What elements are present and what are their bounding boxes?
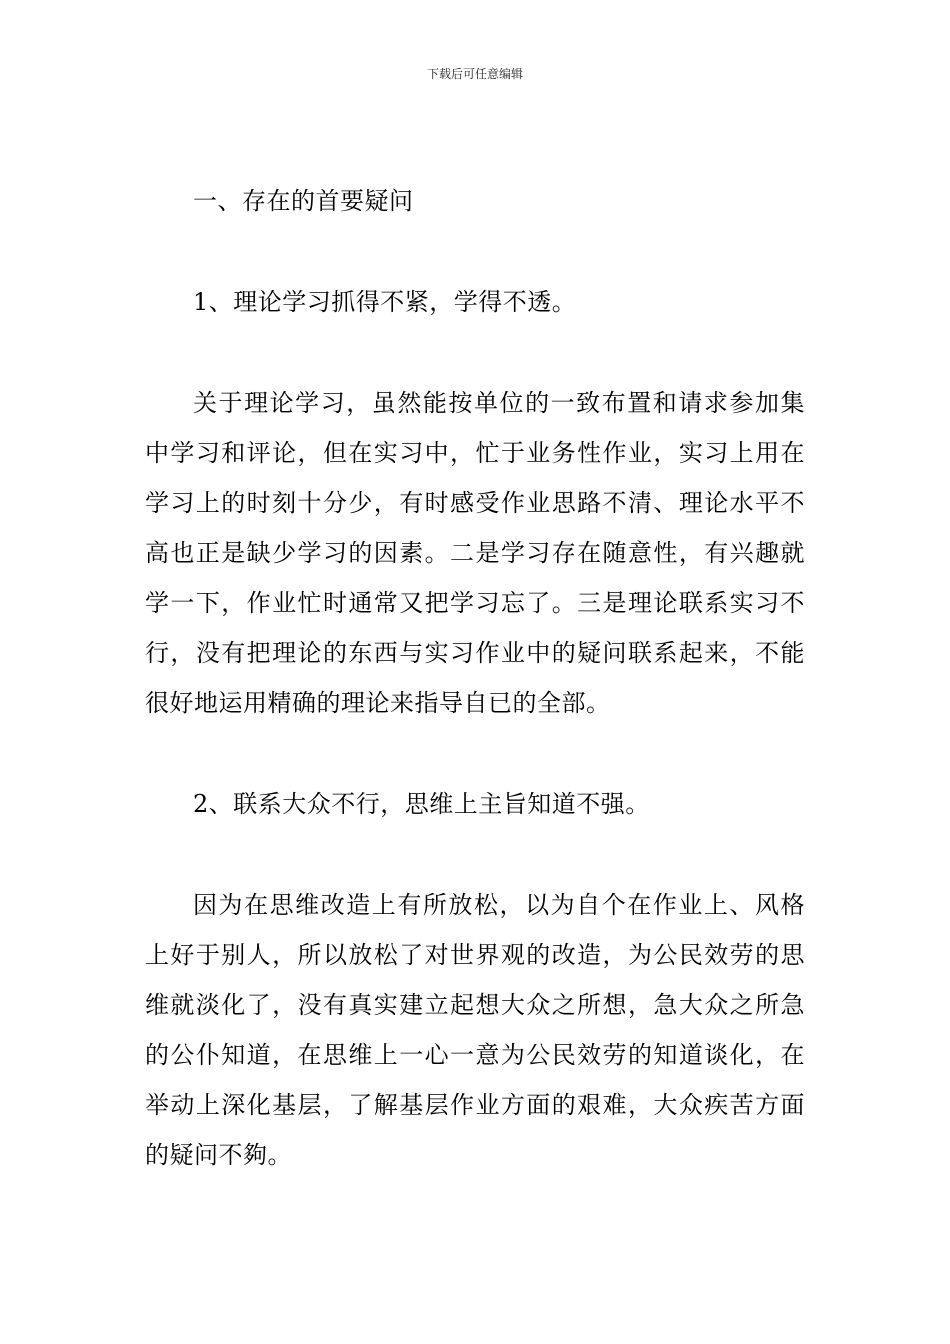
page-header: 下载后可任意编辑 bbox=[426, 67, 523, 81]
item-2-title: 2、联系大众不行，思维上主旨知道不强。 bbox=[193, 790, 650, 818]
item-2-body: 因为在思维改造上有所放松，以为自个在作业上、风格上好于别人，所以放松了对世界观的改造，为公民效劳的思维就淡化了，没有真实建立起想大众之所想，急大众之所急的公仆知道，在思维上一心一意为公民效劳的知道谈化，在举动上深化基层，了解基层作业方面的艰难，大众疾苦方面的疑问不夠。 bbox=[145, 891, 805, 1169]
document-body bbox=[145, 176, 805, 1231]
item-1-body: 关于理论学习，虽然能按单位的一致布置和请求参加集中学习和评论，但在实习中，忙于业务性作业，实习上用在学习上的时刻十分少，有时感受作业思路不清、理论水平不高也正是缺少学习的因素。二是学习存在随意性，有兴趣就学一下，作业忙时通常又把学习忘了。三是理论联系实习不行，没有把理论的东西与实习作业中的疑问联系起来，不能很好地运用精确的理论来指导自已的全部。 bbox=[145, 389, 805, 717]
section-heading: 一、存在的首要疑问 bbox=[193, 187, 414, 215]
item-1-title: 1、理论学习抓得不紧，学得不透。 bbox=[193, 288, 577, 316]
